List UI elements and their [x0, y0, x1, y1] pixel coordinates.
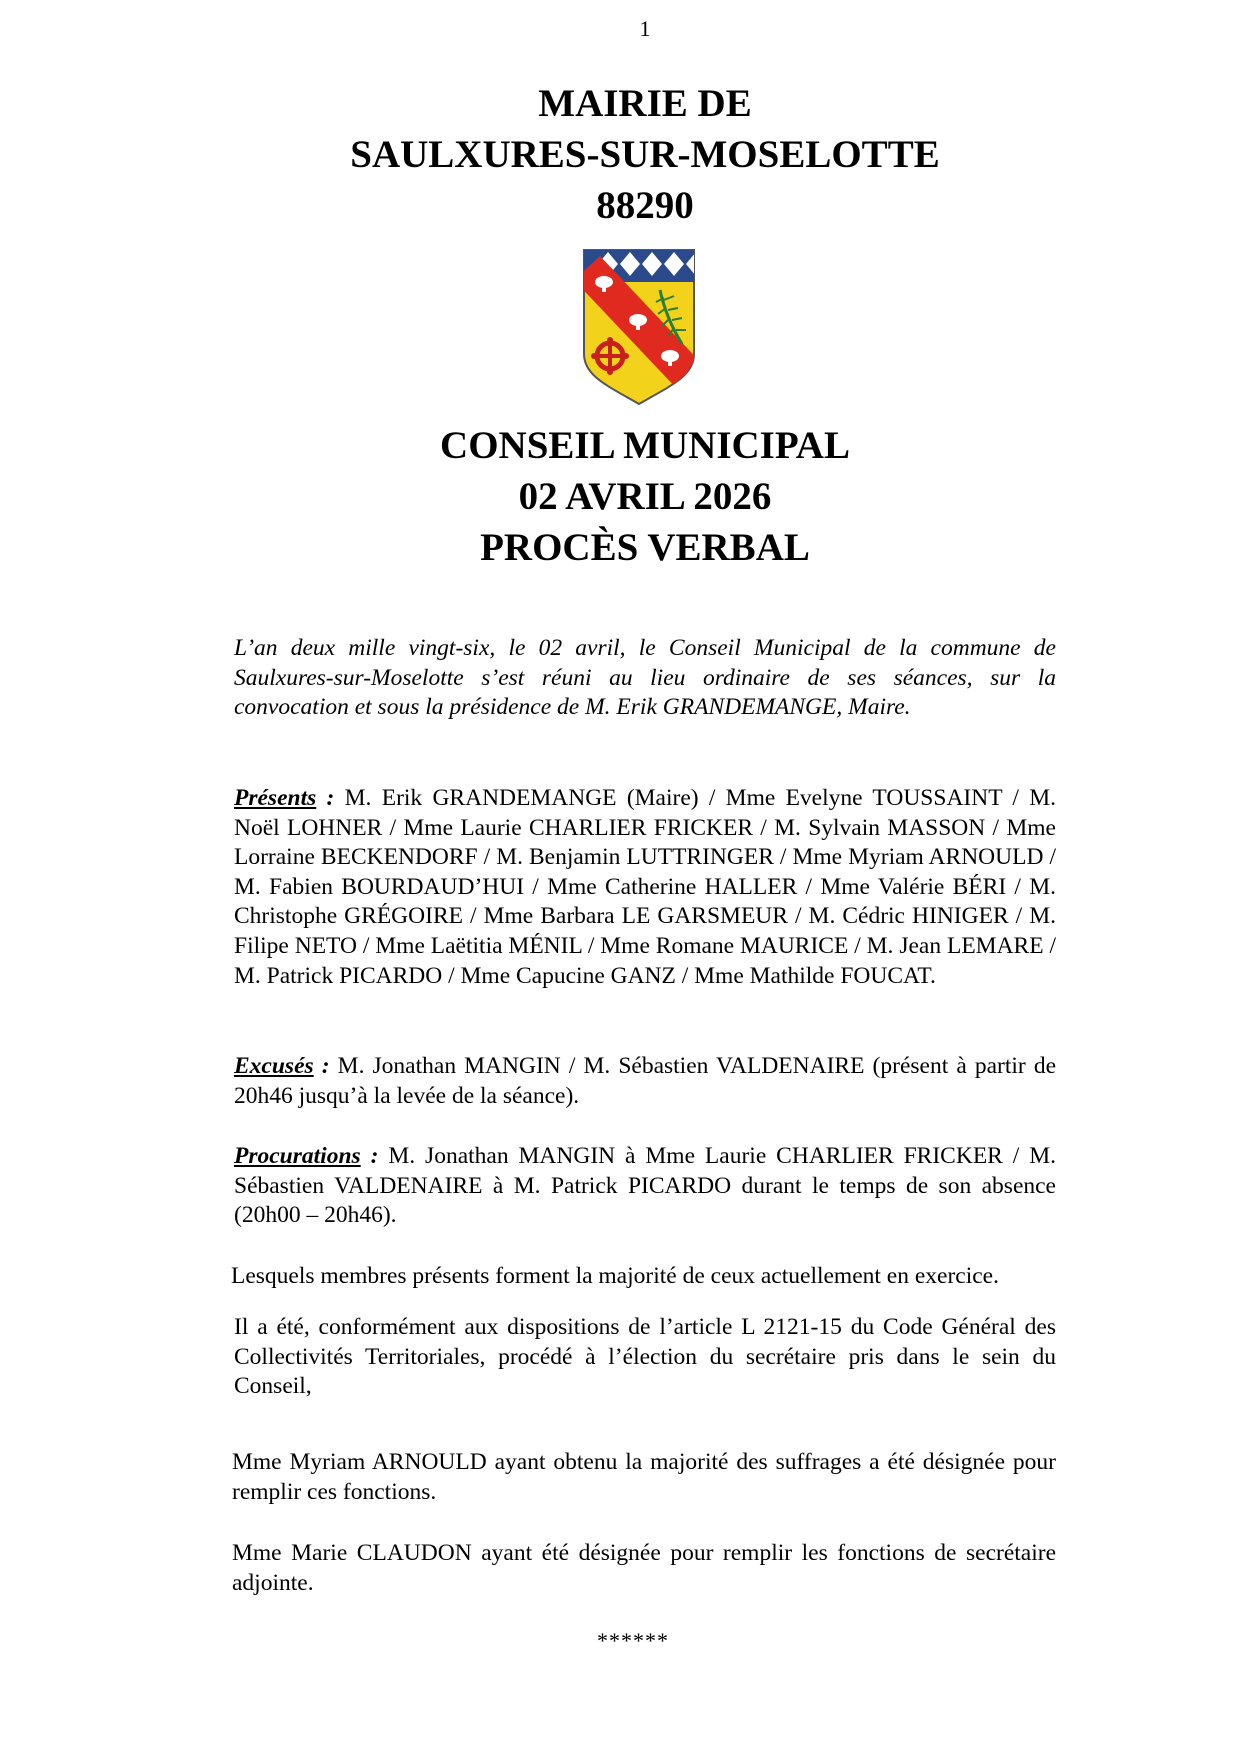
majorite-paragraph: Lesquels membres présents forment la majorité de ceux actuellement en exercice.	[231, 1263, 999, 1289]
meeting-date: 02 AVRIL 2026	[518, 475, 772, 518]
page-number: 1	[639, 16, 651, 41]
article-paragraph: Il a été, conformément aux dispositions de l’article L 2121-15 du Code Général des Collectivités Territoriales, procédé à l’élection du secrétaire pris dans le sein du Conseil,	[234, 1314, 1056, 1400]
procurations-paragraph	[234, 1142, 1056, 1231]
header-line-3: 88290	[596, 184, 694, 227]
presents-paragraph	[234, 784, 1056, 991]
meeting-title-line-3: PROCÈS VERBAL	[480, 526, 810, 569]
excuses-label: Excusés	[234, 1053, 314, 1079]
procurations-separator: :	[360, 1143, 389, 1169]
excuses-paragraph	[234, 1052, 1056, 1111]
separator-stars: ******	[597, 1628, 669, 1653]
presents-label: Présents	[234, 785, 317, 811]
header-line-1: MAIRIE DE	[538, 82, 752, 125]
document-header	[0, 78, 1241, 231]
presents-separator: :	[316, 785, 345, 811]
meeting-title-line-1: CONSEIL MUNICIPAL	[440, 424, 850, 467]
procurations-text: M. Jonathan MANGIN à Mme Laurie CHARLIER FRICKER / M. Sébastien VALDENAIRE à M. Patrick PICARDO durant le temps de son absence (20h00 – 20h46).	[234, 1143, 1057, 1229]
presents-text: M. Erik GRANDEMANGE (Maire) / Mme Evelyne TOUSSAINT / M. Noël LOHNER / Mme Laurie CHARLIER FRICKER / M. Sylvain MASSON / Mme Lorraine BECKENDORF / M. Benjamin LUTTRINGER / Mme Myriam ARNOULD / M. Fabien BOURDAUD’HUI / Mme Catherine HALLER / Mme Valérie BÉRI / M. Christophe GRÉGOIRE / Mme Barbara LE GARSMEUR / M. Cédric HINIGER / M. Filipe NETO / Mme Laëtitia MÉNIL / Mme Romane MAURICE / M. Jean LEMARE / M. Patrick PICARDO / Mme Capucine GANZ / Mme Mathilde FOUCAT.	[234, 785, 1057, 989]
meeting-title	[0, 420, 1241, 573]
intro-paragraph: L’an deux mille vingt-six, le 02 avril, le Conseil Municipal de la commune de Saulxures-sur-Moselotte s’est réuni au lieu ordinaire de ses séances, sur la convocation et sous la présidence de M. Erik GRANDEMANGE, Maire.	[234, 635, 1056, 721]
excuses-text: M. Jonathan MANGIN / M. Sébastien VALDENAIRE (présent à partir de 20h46 jusqu’à la levée de la séance).	[234, 1053, 1056, 1109]
excuses-separator: :	[313, 1053, 338, 1079]
coat-of-arms-icon	[578, 246, 700, 408]
header-line-2: SAULXURES-SUR-MOSELOTTE	[350, 133, 940, 176]
adjointe-paragraph: Mme Marie CLAUDON ayant été désignée pour remplir les fonctions de secrétaire adjointe.	[232, 1540, 1056, 1596]
secretaire-paragraph: Mme Myriam ARNOULD ayant obtenu la majorité des suffrages a été désignée pour remplir ces fonctions.	[232, 1449, 1056, 1505]
procurations-label: Procurations	[234, 1143, 361, 1169]
